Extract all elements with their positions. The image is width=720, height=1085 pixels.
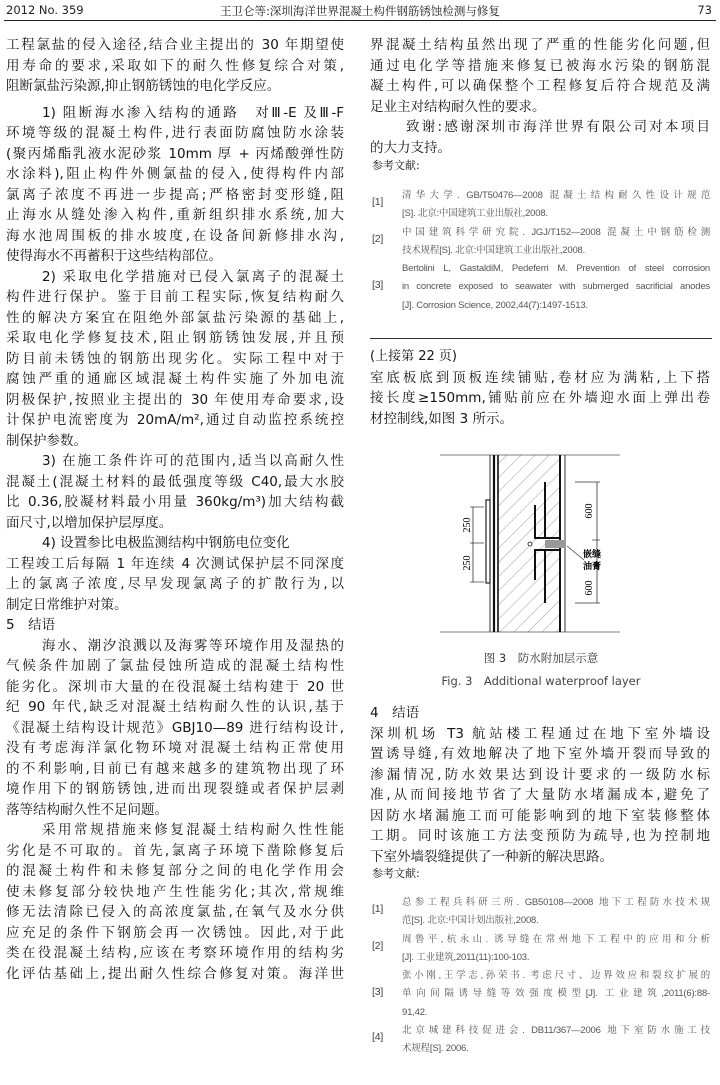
- text-line: 采用常规措施来修复混凝土结构耐久性性能: [42, 822, 344, 838]
- reference-text-line: in concrete exposed to seawater with submerged sacrificial anodes: [402, 281, 710, 293]
- joint-sealant: [545, 540, 565, 548]
- section-separator: [370, 338, 712, 339]
- text-line: 用寿命的要求,采取如下的耐久性修复综合对策,: [6, 57, 344, 74]
- text-line: 工期。同时该施工方法变预防为疏导,也为控制地: [370, 828, 710, 844]
- section-4: [370, 703, 710, 867]
- reference-text-line: 清华大学. GB/T50476—2008 混凝土结构耐久性设计规范: [402, 190, 710, 201]
- figure-3-diagram: [440, 440, 620, 640]
- text-line: 深圳机场 T3 航站楼工程通过在地下室外墙设: [370, 725, 710, 742]
- text-line: 纪 90 年代,缺乏对混凝土结构耐久性的认识,基于: [6, 699, 344, 715]
- text-line: 止海水从缝处渗入构件,重新组织排水系统,加大: [6, 207, 344, 223]
- reference-text-line: 周鲁平,杭永山. 诱导缝在常州地下工程中的应用和分析: [402, 933, 710, 945]
- left-column: [6, 35, 344, 984]
- reference-text-line: 总参工程兵科研三所. GB50108—2008 地下工程防水技术规: [402, 897, 710, 908]
- reference-text-line: 技术规程[S]. 北京:中国建筑工业出版社,2008.: [402, 244, 586, 256]
- dim-label-600-upper: 600: [584, 503, 595, 519]
- joint-label-line2: 油膏: [583, 562, 602, 572]
- text-line: 置诱导缝,有效地解决了地下室外墙开裂而导致的: [370, 746, 710, 762]
- text-line: 阴极保护,按照业主提出的 30 年使用寿命要求,设: [6, 391, 344, 408]
- text-line: 室底板底到顶板连续铺贴,卷材应为满粘,上下搭: [370, 369, 710, 386]
- page-number: 73: [697, 3, 712, 17]
- references-heading: 参考文献:: [372, 159, 420, 172]
- text-line: 劣化是不可取的。首先,氯离子环境下凿除修复后: [6, 842, 344, 859]
- text-line: 的大力支持。: [370, 139, 451, 156]
- reference-number: [3]: [372, 278, 384, 291]
- reference-text-line: 北京城建科技促进会. DB11/367—2006 地下室防水施工技: [402, 1025, 710, 1037]
- reference-text-line: 单向间隔诱导缝等效强度模型[J]. 工业建筑,2011(6):88-: [402, 988, 710, 1000]
- text-line: 的混凝土构件和未修复部分之间的电化学作用会: [6, 863, 344, 879]
- text-line: 材控制线,如图 3 所示。: [370, 410, 513, 427]
- text-line: 比 0.36,胶凝材料最小用量 360kg/m³)加大结构截: [6, 494, 344, 510]
- reference-item: [370, 1022, 710, 1059]
- text-line: 海水池周围板的排水坡度,在设备间新修排水沟,: [6, 227, 344, 244]
- header-rule: [4, 20, 716, 21]
- text-line: 构件进行保护。鉴于目前工程实际,恢复结构耐久: [6, 289, 344, 305]
- paragraph: [6, 636, 344, 821]
- section-4-heading: 4 结语: [370, 705, 420, 721]
- text-line: 接长度≥150mm,铺贴前应在外墙迎水面上弹出卷: [370, 390, 710, 406]
- text-line: (聚丙烯酯乳液水泥砂浆 10mm 厚 + 丙烯酸弹性防: [6, 145, 344, 162]
- joint-label-line1: 嵌缝: [583, 550, 602, 560]
- text-line: 计保护电流密度为 20mA/m²,通过自动监控系统控: [6, 412, 344, 428]
- reference-number: [4]: [372, 1031, 384, 1044]
- references-heading-2: 参考文献:: [372, 867, 420, 880]
- paragraph: [6, 103, 344, 267]
- dimension-right: [575, 482, 600, 603]
- dim-label-250-lower: 250: [462, 555, 473, 571]
- text-line: 面尺寸,以增加保护层厚度。: [6, 514, 173, 531]
- text-line: 5 结语: [6, 617, 56, 633]
- figure-caption-en: Fig. 3 Additional waterproof layer: [441, 674, 641, 688]
- figure-caption-cn: 图 3 防水附加层示意: [483, 651, 599, 665]
- text-line: 的不利影响,目前已有越来越多的建筑物出现了环: [6, 760, 344, 777]
- reference-number: [1]: [372, 903, 384, 916]
- reference-text-line: [J]. 工业建筑,2011(11):100-103.: [402, 951, 530, 963]
- text-line: 《混凝土结构设计规范》GBJ10—89 进行结构设计,: [6, 719, 344, 736]
- text-line: 4) 设置参比电极监测结构中钢筋电位变化: [42, 535, 290, 551]
- text-line: 采取电化学修复技术,阻止钢筋锈蚀发展,并且预: [6, 330, 344, 346]
- text-line: 准,从而间接地节省了大量防水堵漏成本,避免了: [370, 787, 710, 803]
- reference-item: [370, 894, 710, 931]
- text-line: 气候条件加剧了氯盐侵蚀所造成的混凝土结构性: [6, 658, 344, 674]
- paragraph: [370, 35, 710, 117]
- references-list-2: [370, 894, 710, 1059]
- text-line: 落等结构耐久性不足问题。: [6, 801, 168, 818]
- paragraph: [6, 451, 344, 533]
- dim-label-600-lower: 600: [584, 580, 595, 596]
- text-line: 渗漏情况,防水效果达到设计要求的一级防水标: [370, 766, 710, 783]
- reference-item: [370, 260, 710, 315]
- reference-text-line: 范[S]. 北京:中国计划出版社,2008.: [402, 915, 539, 927]
- reference-number: [3]: [372, 985, 384, 998]
- running-title: 王卫仑等:深圳海洋世界混凝土构件钢筋锈蚀检测与修复: [220, 4, 500, 18]
- reference-number: [2]: [372, 939, 384, 952]
- reference-text-line: [J]. Corrosion Science, 2002,44(7):1497-1513.: [402, 299, 588, 311]
- additional-waterproof-layer: [486, 500, 490, 583]
- text-line: 混凝土(混凝土材料的最低强度等级 C40,最大水胶: [6, 473, 344, 490]
- text-line: 海水、潮汐浪溅以及海雾等环境作用及湿热的: [42, 637, 344, 654]
- text-line: 环境等级的混凝土构件,进行表面防腐蚀防水涂装: [6, 125, 344, 141]
- reference-text-line: 中国建筑科学研究院. JGJ/T152—2008 混凝土中钢筋检测: [402, 226, 710, 238]
- reference-item: [370, 931, 710, 968]
- reference-number: [2]: [372, 232, 384, 245]
- section-heading: [6, 615, 344, 636]
- text-line: 2) 采取电化学措施对已侵入氯离子的混凝土: [42, 268, 344, 285]
- text-line: 足业主对结构耐久性的要求。: [370, 98, 546, 115]
- paragraph: [6, 35, 344, 97]
- reference-text-line: [S]. 北京:中国建筑工业出版社,2008.: [402, 208, 548, 220]
- text-line: 修无法清除已侵入的高浓度氯盐,在氧气及水分供: [6, 904, 344, 920]
- text-line: 使未修复部分较快地产生性能劣化;其次,常规维: [6, 883, 344, 900]
- text-line: 工程氯盐的侵入途径,结合业主提出的 30 年期望使: [6, 37, 344, 53]
- text-line: 制定日常维护对策。: [6, 596, 128, 613]
- text-line: 类在役混凝土结构,应该在考察环境作用的结构劣: [6, 945, 344, 961]
- paragraph: [6, 533, 344, 615]
- text-line: 阻断氯盐污染源,抑止钢筋锈蚀的电化学反应。: [6, 78, 281, 94]
- text-line: 上的氯离子浓度,尽早发现氯离子的扩散行为,以: [6, 576, 344, 592]
- text-line: 能劣化。深圳市大量的在役混凝土结构建于 20 世: [6, 678, 344, 695]
- text-line: 使得海水不再蓄积于这些结构部位。: [6, 248, 222, 264]
- text-line: 氯离子浓度不再进一步提高;严格密封变形缝,阻: [6, 186, 344, 203]
- reference-item: [370, 187, 710, 224]
- reference-text-line: Bertolini L, GastaldiM, Pedeferri M. Prevention of steel corrosion: [402, 263, 710, 275]
- text-line: 致谢:感谢深圳市海洋世界有限公司对本项目: [406, 119, 710, 135]
- text-line: 1) 阻断海水渗入结构的通路 对Ⅲ-E 及Ⅲ-F: [42, 104, 344, 121]
- dim-label-250-upper: 250: [462, 517, 473, 533]
- reference-text-line: 91,42.: [402, 1006, 428, 1018]
- text-line: 3) 在施工条件许可的范围内,适当以高耐久性: [42, 453, 344, 469]
- text-line: 下室外墙裂缝提供了一种新的解决思路。: [370, 848, 613, 865]
- text-line: 水涂料),阻止构件外侧氯盐的侵入,使得构件内部: [6, 166, 344, 182]
- text-line: 没有考虑海洋氯化物环境对混凝土结构正常使用: [6, 740, 344, 756]
- reference-text-line: 张小刚,王学志,孙荣书. 考虑尺寸、边界效应和裂纹扩展的: [402, 970, 710, 982]
- references-list-1: [370, 187, 710, 315]
- reference-text-line: 术规程[S]. 2006.: [402, 1043, 469, 1055]
- paragraph: [6, 267, 344, 452]
- issue-number: 2012 No. 359: [6, 3, 84, 17]
- reference-number: [1]: [372, 196, 384, 209]
- text-line: 工程竣工后每隔 1 年连续 4 次测试保护层不同深度: [6, 555, 344, 572]
- text-line: 性的解决方案宜在阻绝外部氯盐污染源的基础上,: [6, 309, 344, 326]
- reference-item: [370, 224, 710, 261]
- dimension-left: [462, 507, 484, 582]
- text-line: 应充足的条件下钢筋会再一次锈蚀。因此,对于此: [6, 924, 344, 941]
- continued-note: (上接第 22 页): [370, 349, 457, 364]
- text-line: 防目前未锈蚀的钢筋出现劣化。实际工程中对于: [6, 350, 344, 367]
- right-column-top: [370, 35, 710, 158]
- text-line: 化评估基础上,提出耐久性综合修复对策。海洋世: [6, 965, 344, 982]
- text-line: 腐蚀严重的通廊区域混凝土构件实施了外加电流: [6, 371, 344, 387]
- wall-section: [440, 455, 620, 632]
- text-line: 因防水堵漏施工而可能影响到的地下室装修整体: [370, 807, 710, 824]
- text-line: 界混凝土结构虽然出现了严重的性能劣化问题,但: [370, 37, 710, 53]
- reference-item: [370, 967, 710, 1022]
- paragraph: [370, 117, 710, 158]
- text-line: 制保护参数。: [6, 432, 87, 449]
- continued-block: [370, 347, 710, 429]
- paragraph: [6, 820, 344, 984]
- text-line: 境作用下的钢筋锈蚀,进而出现裂缝或者保护层剥: [6, 781, 344, 797]
- text-line: 通过电化学等措施来修复已被海水污染的钢筋混: [370, 57, 710, 74]
- text-line: 凝土构件,可以确保整个工程修复后符合规范及满: [370, 78, 710, 94]
